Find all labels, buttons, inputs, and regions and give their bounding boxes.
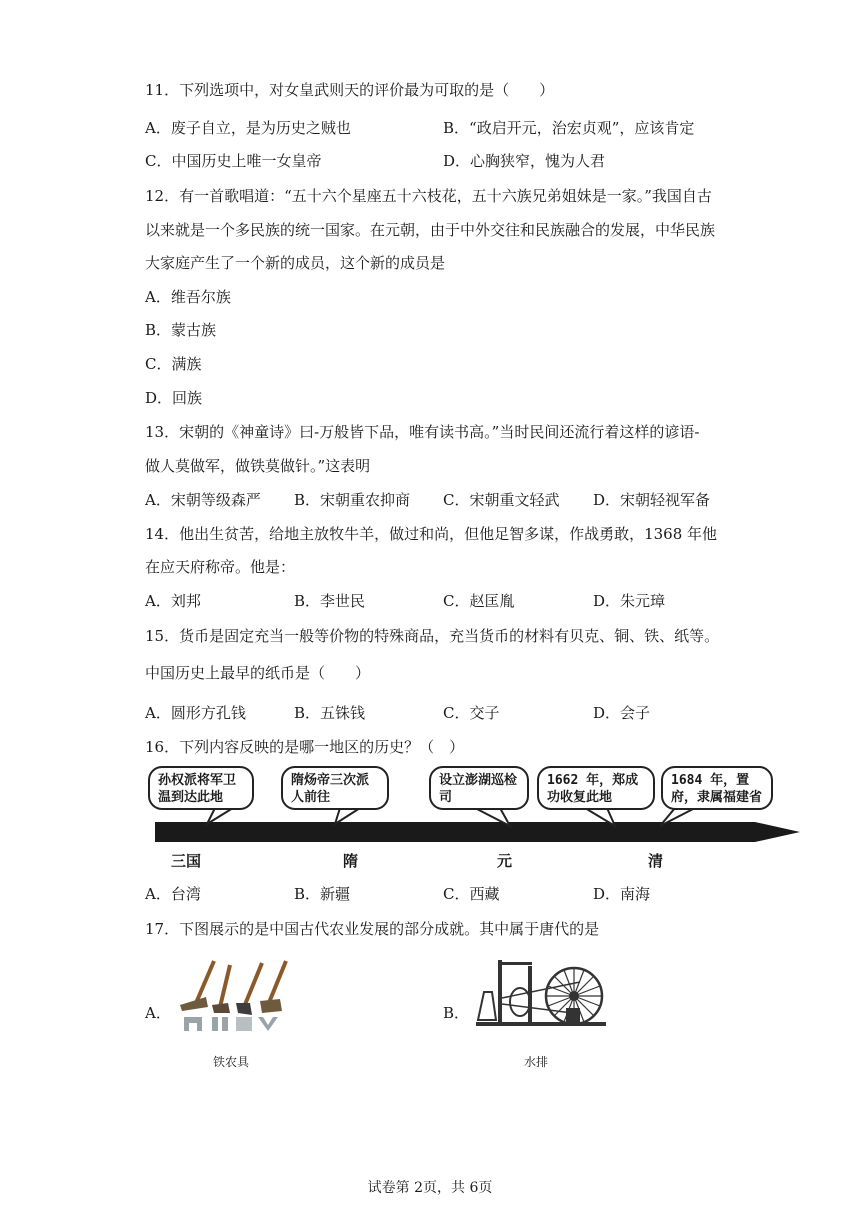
q15-line-2: 中国历史上最早的纸币是（ ） <box>145 664 371 682</box>
timeline-era-yuan: 元 <box>497 852 513 870</box>
q13-option-c: C．宋朝重文轻武 <box>443 491 560 509</box>
q14-option-c: C．赵匡胤 <box>443 592 515 610</box>
timeline-bubble-sanguo: 孙权派将军卫温到达此地 <box>148 766 254 810</box>
q16-stem: 16．下列内容反映的是哪一地区的历史？（ ） <box>145 738 465 756</box>
q12-option-a: A．维吾尔族 <box>145 288 231 306</box>
q16-option-a: A．台湾 <box>145 885 201 903</box>
q12-line-1: 12．有一首歌唱道：“五十六个星座五十六枝花，五十六族兄弟姐妹是一家。”我国自古 <box>145 187 712 205</box>
q12-option-b: B．蒙古族 <box>145 321 217 339</box>
q12-option-d: D．回族 <box>145 389 203 407</box>
q11-option-d: D．心胸狭窄，愧为人君 <box>443 152 606 170</box>
q13-line-1: 13．宋朝的《神童诗》曰-万般皆下品，唯有读书高。”当时民间还流行着这样的谚语- <box>145 423 700 441</box>
q13-option-b: B．宋朝重农抑商 <box>294 491 411 509</box>
q15-option-a: A．圆形方孔钱 <box>145 704 246 722</box>
q16-option-d: D．南海 <box>593 885 651 903</box>
q16-timeline-figure <box>145 764 805 876</box>
q15-line-1: 15．货币是固定充当一般等价物的特殊商品，充当货币的材料有贝克、铜、铁、纸等。 <box>145 627 720 645</box>
timeline-bubble-sui: 隋炀帝三次派人前往 <box>281 766 389 810</box>
water-bellows-caption: 水排 <box>524 1055 549 1069</box>
timeline-era-qing: 清 <box>648 852 664 870</box>
q17-stem: 17．下图展示的是中国古代农业发展的部分成就。其中属于唐代的是 <box>145 920 600 938</box>
page-footer: 试卷第 2页，共 6页 <box>367 1180 493 1196</box>
q12-line-2: 以来就是一个多民族的统一国家。在元朝，由于中外交往和民族融合的发展，中华民族 <box>145 221 716 239</box>
timeline-era-sui: 隋 <box>343 852 359 870</box>
q12-line-3: 大家庭产生了一个新的成员，这个新的成员是 <box>145 254 446 272</box>
q15-option-c: C．交子 <box>443 704 500 722</box>
q11-option-b: B．“政启开元，治宏贞观”，应该肯定 <box>443 119 695 137</box>
q13-option-d: D．宋朝轻视军备 <box>593 491 711 509</box>
iron-farm-tools-picture <box>172 955 292 1035</box>
q17-option-b-label: B． <box>443 1004 470 1022</box>
timeline-era-sanguo: 三国 <box>171 852 202 870</box>
q14-line-2: 在应天府称帝。他是： <box>145 558 296 576</box>
timeline-bubble-qing-1662: 1662 年，郑成功收复此地 <box>537 766 655 810</box>
q15-option-b: B．五铢钱 <box>294 704 366 722</box>
q11-option-a: A．废子自立，是为历史之贼也 <box>145 119 351 137</box>
q12-option-c: C．满族 <box>145 355 202 373</box>
q14-option-d: D．朱元璋 <box>593 592 666 610</box>
water-bellows-picture <box>470 952 610 1032</box>
q13-line-2: 做人莫做军，做铁莫做针。”这表明 <box>145 457 371 475</box>
q15-option-d: D．会子 <box>593 704 651 722</box>
q14-option-b: B．李世民 <box>294 592 366 610</box>
q16-option-c: C．西藏 <box>443 885 500 903</box>
timeline-bubble-yuan: 设立澎湖巡检司 <box>429 766 529 810</box>
q11-stem: 11．下列选项中，对女皇武则天的评价最为可取的是（ ） <box>145 81 555 99</box>
q14-line-1: 14．他出生贫苦，给地主放牧牛羊，做过和尚，但他足智多谋，作战勇敢，1368 年他 <box>145 525 718 543</box>
q14-option-a: A．刘邦 <box>145 592 201 610</box>
timeline-bubble-qing-1684: 1684 年，置府，隶属福建省 <box>661 766 773 810</box>
q16-option-b: B．新疆 <box>294 885 351 903</box>
q17-option-a-label: A． <box>145 1004 171 1022</box>
q13-option-a: A．宋朝等级森严 <box>145 491 261 509</box>
q11-option-c: C．中国历史上唯一女皇帝 <box>145 152 322 170</box>
iron-farm-tools-caption: 铁农具 <box>213 1055 250 1069</box>
